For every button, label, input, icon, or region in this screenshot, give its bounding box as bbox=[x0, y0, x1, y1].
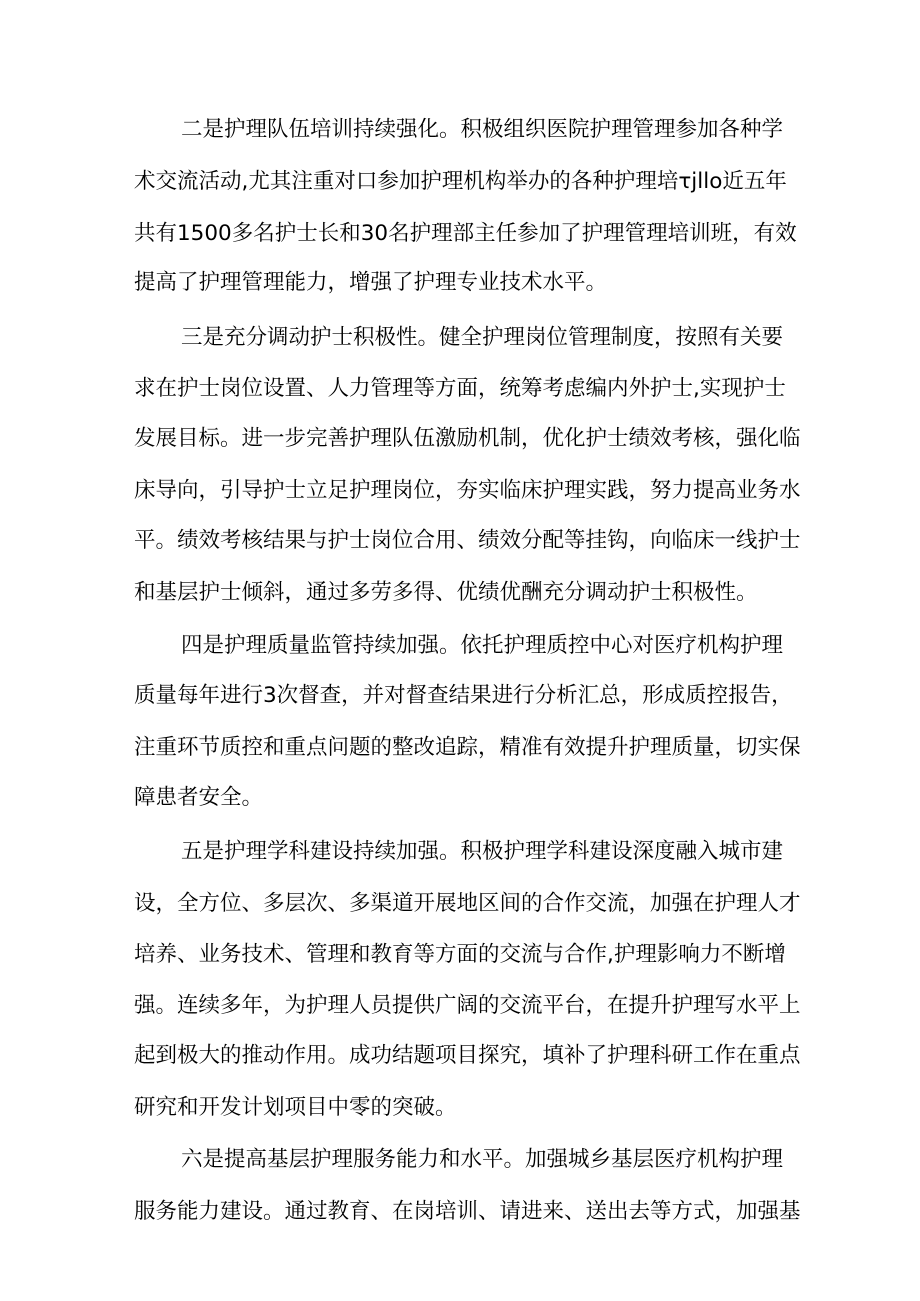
paragraph-1-line-1: 二是护理队伍培训持续强化。积极组织医院护理管理参加各种学 bbox=[181, 117, 784, 142]
paragraph-1-line-2: 术交流活动,尤其注重对口参加护理机构举办的各种护理培τjllo近五年 bbox=[134, 169, 787, 194]
paragraph-2-line-2: 求在护士岗位设置、人力管理等方面，统筹考虑编内外护士,实现护士 bbox=[134, 376, 786, 401]
paragraph-3-line-4: 障患者安全。 bbox=[134, 785, 264, 810]
paragraph-2-line-6: 和基层护士倾斜，通过多劳多得、优绩优酬充分调动护士积极性。 bbox=[134, 580, 758, 605]
paragraph-4-line-3: 培养、业务技术、管理和教育等方面的交流与合作,护理影响力不断增 bbox=[134, 942, 786, 967]
paragraph-5-line-2: 服务能力建设。通过教育、在岗培训、请进来、送出去等方式，加强基 bbox=[134, 1199, 801, 1224]
paragraph-2-line-5: 平。绩效考核结果与护士岗位合用、绩效分配等挂钩，向临床一线护士 bbox=[134, 528, 801, 553]
paragraph-1-line-3: 共有1500多名护士长和30名护理部主任参加了护理管理培训班，有效 bbox=[134, 221, 797, 246]
paragraph-1-line-4: 提高了护理管理能力，增强了护理专业技术水平。 bbox=[134, 270, 608, 295]
paragraph-3-line-3: 注重环节质控和重点问题的整改追踪，精准有效提升护理质量，切实保 bbox=[134, 735, 801, 760]
paragraph-5-line-1: 六是提高基层护理服务能力和水平。加强城乡基层医疗机构护理 bbox=[181, 1147, 784, 1172]
paragraph-4-line-6: 研究和开发计划项目中零的突破。 bbox=[134, 1095, 457, 1120]
paragraph-2-line-1: 三是充分调动护士积极性。健全护理岗位管理制度，按照有关要 bbox=[181, 325, 784, 350]
paragraph-2-line-3: 发展目标。进一步完善护理队伍激励机制，优化护士绩效考核，强化临 bbox=[134, 426, 801, 451]
paragraph-4-line-4: 强。连续多年，为护理人员提供广阔的交流平台，在提升护理写水平上 bbox=[134, 993, 801, 1018]
paragraph-4-line-1: 五是护理学科建设持续加强。积极护理学科建设深度融入城市建 bbox=[181, 839, 784, 864]
paragraph-4-line-5: 起到极大的推动作用。成功结题项目探究，填补了护理科研工作在重点 bbox=[134, 1043, 801, 1068]
paragraph-3-line-2: 质量每年进行3次督查，并对督查结果进行分析汇总，形成质控报告， bbox=[134, 683, 793, 708]
paragraph-4-line-2: 设，全方位、多层次、多渠道开展地区间的合作交流，加强在护理人才 bbox=[134, 891, 801, 916]
paragraph-2-line-4: 床导向，引导护士立足护理岗位，夯实临床护理实践，努力提高业务水 bbox=[134, 478, 801, 503]
paragraph-3-line-1: 四是护理质量监管持续加强。依托护理质控中心对医疗机构护理 bbox=[181, 633, 784, 658]
